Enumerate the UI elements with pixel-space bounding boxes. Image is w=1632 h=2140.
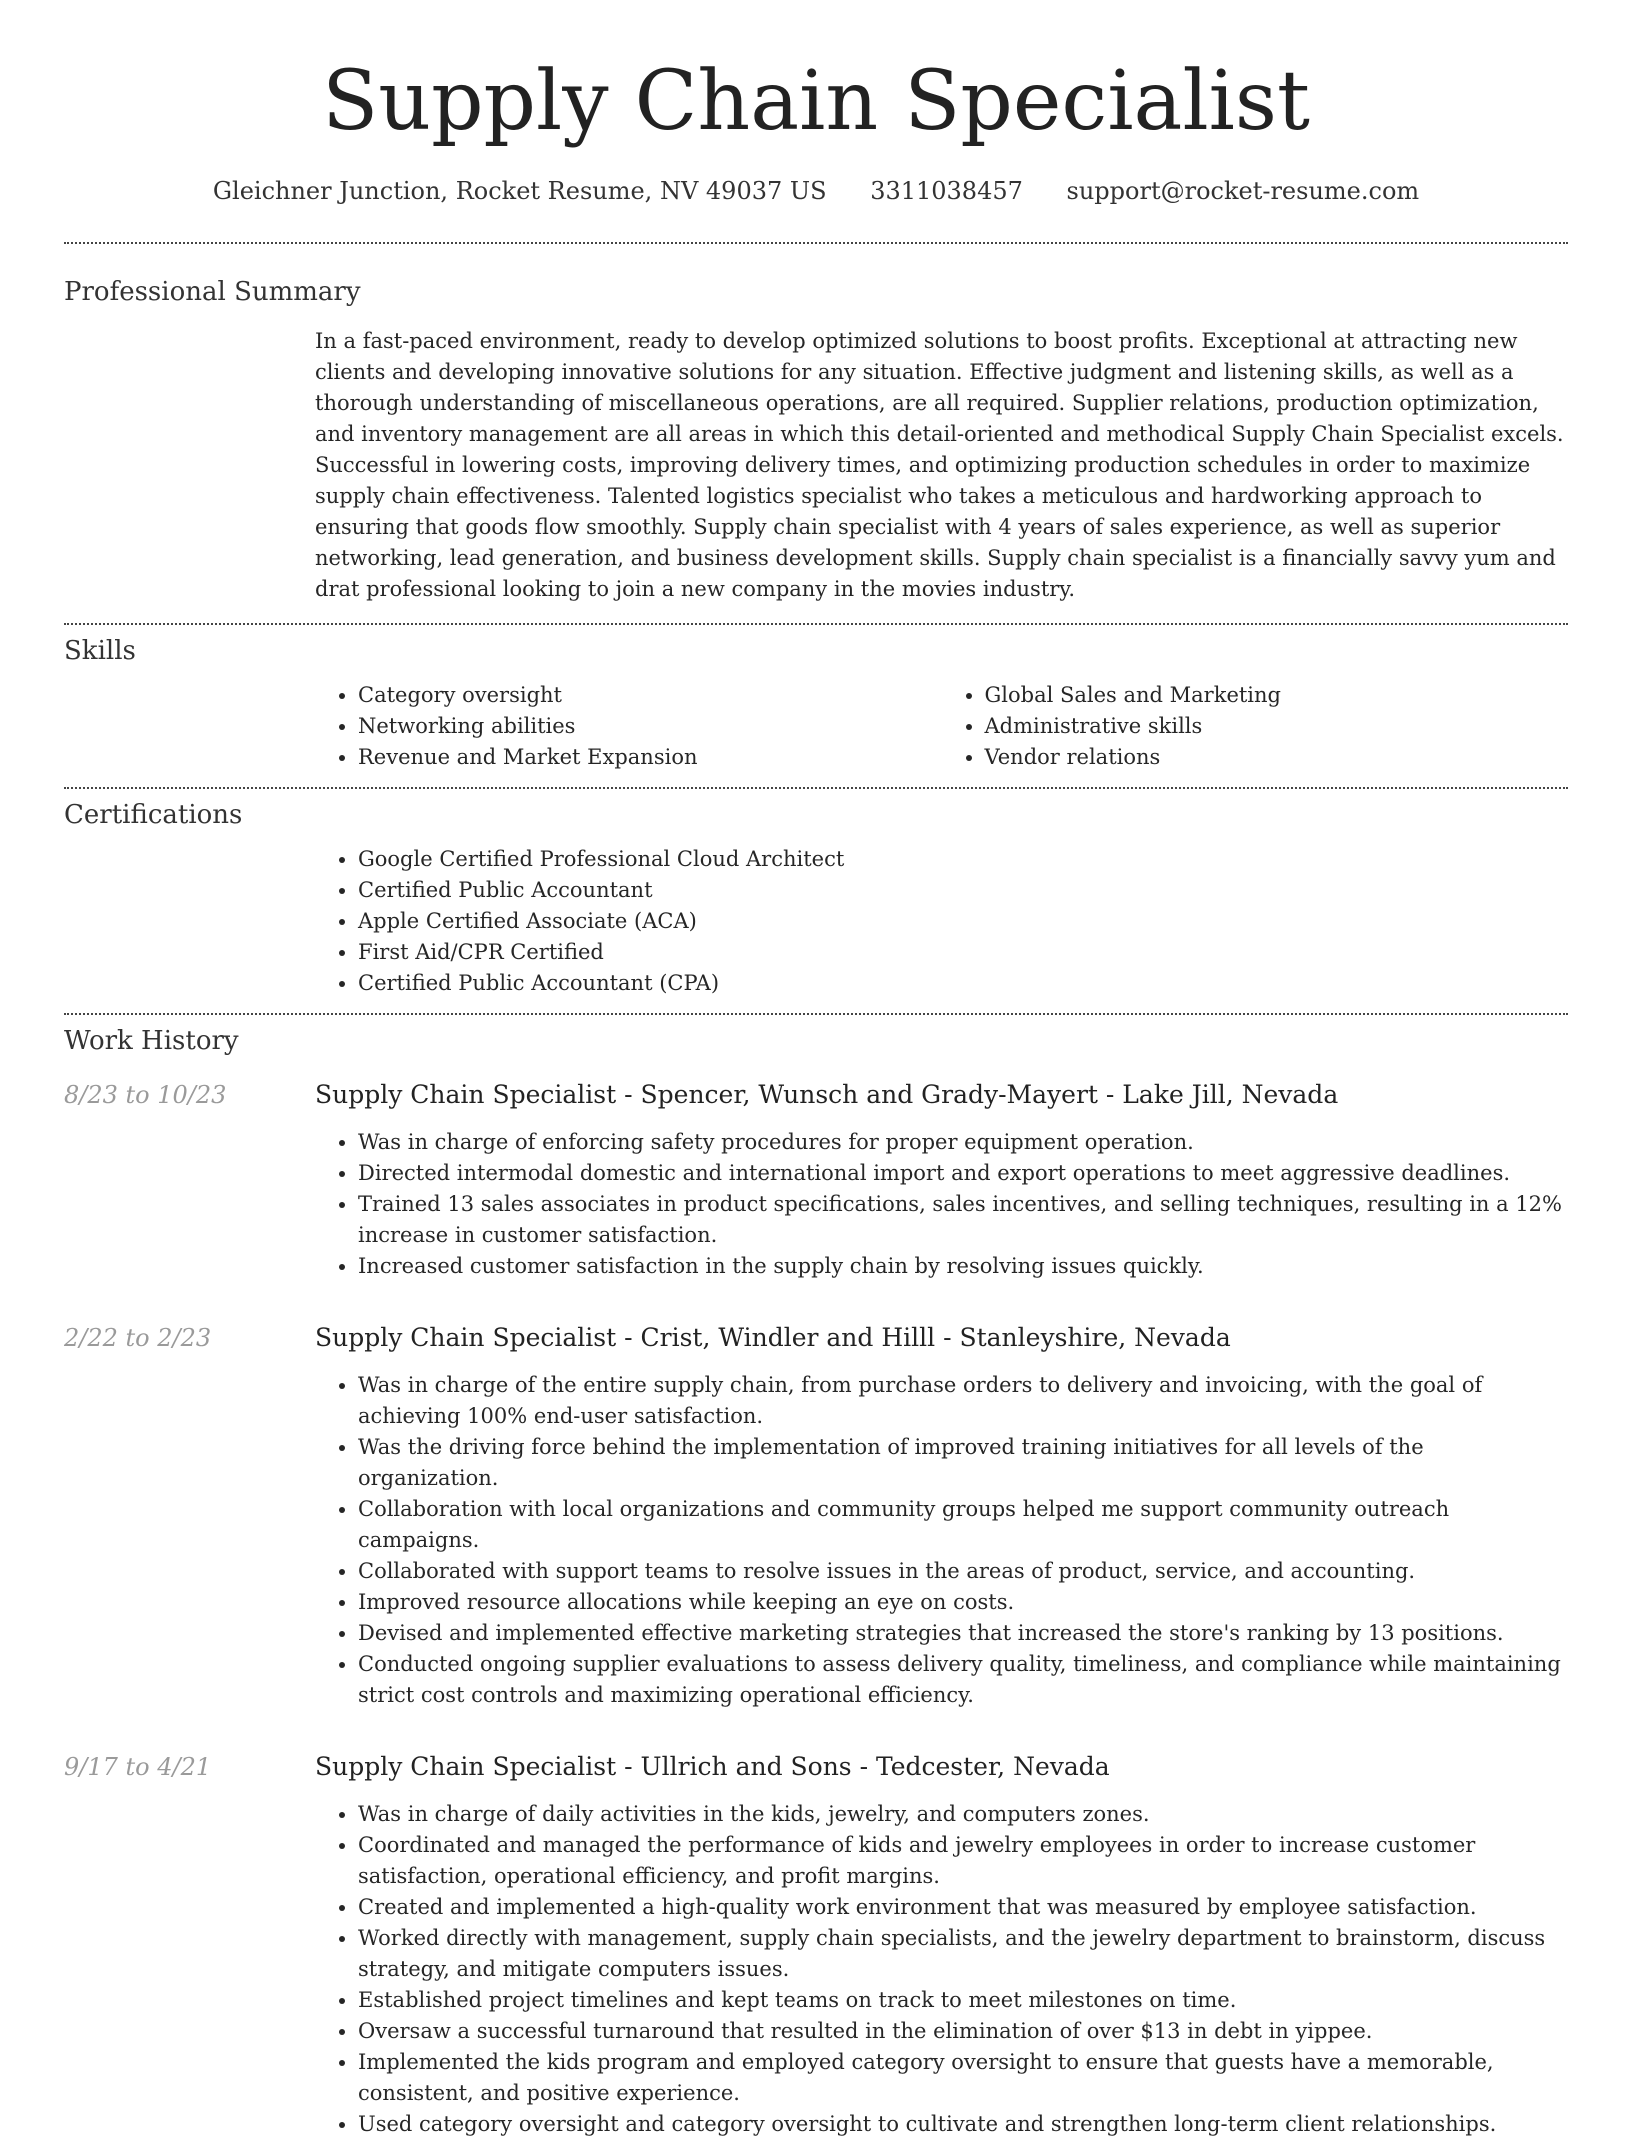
job-bullet: • Was the driving force behind the implementation of improved training initiatives for all levels of the organization.: [358, 1432, 1568, 1494]
job-bullet: • Increased customer satisfaction in the supply chain by resolving issues quickly.: [358, 1251, 1568, 1282]
summary-text: In a fast-paced environment, ready to develop optimized solutions to boost profits. Exceptional at attracting new clients and developing innovative solutions for any situation. Effective judgment and listening skills, as well as a thorough understanding of miscellaneous operations, are all required. Supplier relations, production optimization, and inventory management are all areas in which this detail-oriented and methodical Supply Chain Specialist excels. Successful in lowering costs, improving delivery times, and optimizing production schedules in order to maximize supply chain effectiveness. Talented logistics specialist who takes a meticulous and hardworking approach to ensuring that goods flow smoothly. Supply chain specialist with 4 years of sales experience, as well as superior networking, lead generation, and business development skills. Supply chain specialist is a financially savvy yum and drat professional looking to join a new company in the movies industry.: [315, 329, 1564, 601]
job-dates: 9/17 to 4/21: [64, 1753, 212, 1781]
job-bullets: [315, 1799, 1568, 2140]
certification-item: • Apple Certified Associate (ACA): [358, 906, 1568, 937]
job-bullet: • Established project timelines and kept teams on track to meet milestones on time.: [358, 1985, 1568, 2016]
job-bullets: [315, 1370, 1568, 1711]
job-bullet: • Used category oversight and category oversight to cultivate and strengthen long-term client relationships.: [358, 2109, 1568, 2140]
job-heading: Supply Chain Specialist - Crist, Windler and Hilll - Stanleyshire, Nevada: [315, 1323, 1231, 1352]
skill-item: • Networking abilities: [358, 711, 942, 742]
job-bullet: • Created and implemented a high-quality work environment that was measured by employee satisfaction.: [358, 1892, 1568, 1923]
contact-phone: 3311038457: [870, 177, 1023, 205]
skill-item: • Vendor relations: [985, 742, 1569, 773]
resume-name-heading: Supply Chain Specialist: [322, 54, 1310, 149]
skills-title: Skills: [64, 636, 136, 666]
certifications-section: [64, 789, 1568, 1013]
job-content: [315, 1127, 1568, 1282]
job-content: [315, 1370, 1568, 1711]
skill-item: • Global Sales and Marketing: [985, 680, 1569, 711]
certifications-list: [315, 844, 1568, 999]
certification-item: • Google Certified Professional Cloud Architect: [358, 844, 1568, 875]
summary-section: [64, 244, 1568, 623]
job-bullet: • Collaborated with support teams to resolve issues in the areas of product, service, and accounting.: [358, 1556, 1568, 1587]
skills-section: [64, 625, 1568, 787]
job-dates: 2/22 to 2/23: [64, 1324, 212, 1352]
job-dates: 8/23 to 10/23: [64, 1081, 227, 1109]
job-bullet: • Conducted ongoing supplier evaluations to assess delivery quality, timeliness, and compliance while maintaining strict cost controls and maximizing operational efficiency.: [358, 1649, 1568, 1711]
job-bullet: • Devised and implemented effective marketing strategies that increased the store's ranking by 13 positions.: [358, 1618, 1568, 1649]
job-bullet: • Directed intermodal domestic and international import and export operations to meet aggressive deadlines.: [358, 1158, 1568, 1189]
certifications-title: Certifications: [64, 800, 243, 830]
job-heading: Supply Chain Specialist - Ullrich and Sons - Tedcester, Nevada: [315, 1752, 1110, 1781]
job-entry: [64, 1079, 1568, 1282]
job-bullet: • Implemented the kids program and employed category oversight to ensure that guests have a memorable, consistent, and positive experience.: [358, 2047, 1568, 2109]
skills-list-right: [942, 680, 1569, 773]
skills-columns: [315, 680, 1568, 787]
job-bullet: • Oversaw a successful turnaround that resulted in the elimination of over $13 in debt in yippee.: [358, 2016, 1568, 2047]
skill-item: • Category oversight: [358, 680, 942, 711]
job-bullet: • Was in charge of daily activities in the kids, jewelry, and computers zones.: [358, 1799, 1568, 1830]
certifications-content: [315, 844, 1568, 1013]
skills-list-left: [315, 680, 942, 773]
job-heading: Supply Chain Specialist - Spencer, Wunsch and Grady-Mayert - Lake Jill, Nevada: [315, 1080, 1339, 1109]
skill-item: • Administrative skills: [985, 711, 1569, 742]
job-bullets: [315, 1127, 1568, 1282]
contact-email: support@rocket-resume.com: [1066, 177, 1420, 205]
job-bullet: • Was in charge of the entire supply chain, from purchase orders to delivery and invoicing, with the goal of achieving 100% end-user satisfaction.: [358, 1370, 1568, 1432]
contact-address: Gleichner Junction, Rocket Resume, NV 49037 US: [212, 177, 827, 205]
skill-item: • Revenue and Market Expansion: [358, 742, 942, 773]
job-bullet: • Improved resource allocations while keeping an eye on costs.: [358, 1587, 1568, 1618]
job-content: [315, 1799, 1568, 2140]
job-bullet: • Was in charge of enforcing safety procedures for proper equipment operation.: [358, 1127, 1568, 1158]
work-history-title: Work History: [64, 1026, 239, 1056]
job-bullet: • Coordinated and managed the performance of kids and jewelry employees in order to increase customer satisfaction, operational efficiency, and profit margins.: [358, 1830, 1568, 1892]
certification-item: • Certified Public Accountant (CPA): [358, 968, 1568, 999]
job-entry: [64, 1751, 1568, 2140]
work-history-section: [64, 1015, 1568, 2140]
job-bullet: • Worked directly with management, supply chain specialists, and the jewelry department to brainstorm, discuss strategy, and mitigate computers issues.: [358, 1923, 1568, 1985]
certification-item: • Certified Public Accountant: [358, 875, 1568, 906]
certification-item: • First Aid/CPR Certified: [358, 937, 1568, 968]
contact-line: [0, 176, 1632, 206]
job-bullet: • Collaboration with local organizations and community groups helped me support community outreach campaigns.: [358, 1494, 1568, 1556]
job-bullet: • Trained 13 sales associates in product specifications, sales incentives, and selling techniques, resulting in a 12% increase in customer satisfaction.: [358, 1189, 1568, 1251]
summary-title: Professional Summary: [64, 277, 361, 307]
job-entry: [64, 1322, 1568, 1711]
